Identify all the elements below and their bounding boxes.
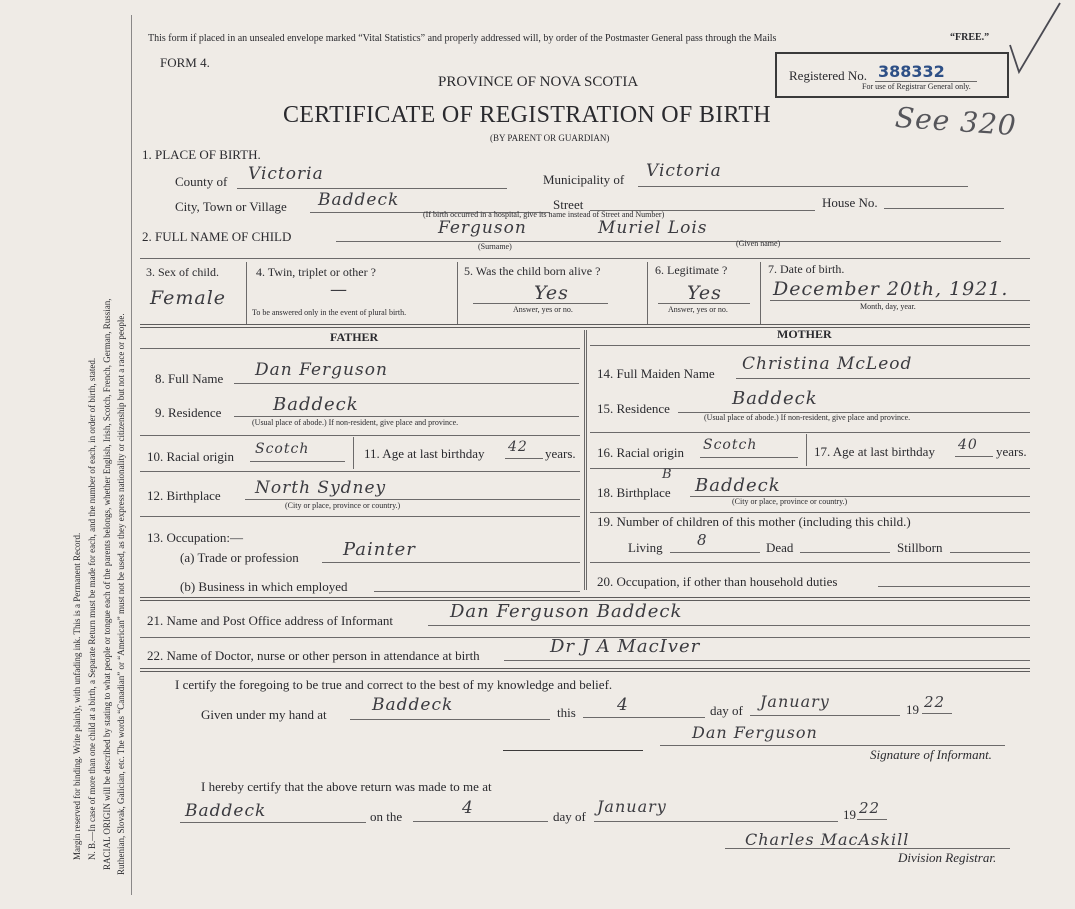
mother-heading-rule: [590, 345, 1030, 346]
father-residence-line: [234, 416, 579, 417]
father-racial-label: 10. Racial origin: [147, 449, 235, 464]
child-name-line: [336, 241, 1001, 242]
mother-rule-3: [590, 512, 1030, 513]
registrar-place-line: [180, 822, 366, 823]
sex-label: 3. Sex of child.: [146, 265, 219, 279]
registrar-year-prefix: 19: [843, 807, 856, 822]
registrar-day-line: [413, 821, 548, 822]
given-month-line: [750, 715, 900, 716]
given-day-line: [583, 717, 705, 718]
mother-age-line: [955, 456, 993, 457]
registrar-signature-line: [725, 848, 1010, 849]
registrar-day-of-label: day of: [553, 809, 586, 824]
stillborn-label: Stillborn: [897, 540, 943, 555]
father-age-unit: years.: [545, 446, 576, 461]
mother-age-unit: years.: [996, 444, 1027, 459]
parents-divider: [584, 330, 587, 590]
mother-heading: MOTHER: [777, 327, 832, 341]
registrar-signature: Charles MacAskill: [745, 830, 910, 849]
given-year-line: [922, 713, 952, 714]
mother-children-label: 19. Number of children of this mother (including this child.): [597, 514, 911, 529]
father-rule-3: [140, 516, 580, 517]
father-birthplace-label: 12. Birthplace: [147, 488, 221, 503]
father-age-line: [505, 458, 543, 459]
house-number-label: House No.: [822, 195, 878, 210]
mother-residence-value: Baddeck: [732, 388, 818, 409]
legitimate-note: Answer, yes or no.: [668, 305, 728, 314]
father-name-label: 8. Full Name: [155, 371, 224, 386]
father-business-line: [374, 591, 580, 592]
registrar-statement: I hereby certify that the above return was made to me at: [201, 779, 492, 794]
county-value: Victoria: [248, 164, 324, 184]
mother-birthplace-note: (City or place, province or country.): [732, 497, 848, 506]
father-trade-line: [322, 562, 580, 563]
child-given-names: Muriel Lois: [598, 218, 708, 238]
father-residence-value: Baddeck: [273, 394, 359, 415]
registrar-use-note: For use of Registrar General only.: [862, 82, 971, 91]
doctor-value: Dr J A MacIver: [550, 636, 701, 657]
mother-residence-label: 15. Residence: [597, 401, 670, 416]
mailing-notice: This form if placed in an unsealed envelope marked “Vital Statistics” and properly addressed will, by order of the Postmaster General pass through the Mails: [148, 33, 777, 44]
informant-signature-label: Signature of Informant.: [870, 747, 992, 762]
mother-racial-divider: [806, 434, 807, 466]
row-top-rule: [140, 258, 1030, 259]
father-age-value: 42: [508, 439, 528, 455]
registrar-year-value: 22: [859, 799, 881, 817]
street-label: Street: [553, 197, 584, 212]
place-of-birth-label: 1. PLACE OF BIRTH.: [142, 147, 261, 162]
row-divider-3: [647, 262, 648, 324]
mother-residence-note: (Usual place of abode.) If non-resident, give place and province.: [704, 413, 911, 422]
dead-line: [800, 552, 890, 553]
mother-name-value: Christina McLeod: [742, 354, 913, 374]
mother-birthplace-label: 18. Birthplace: [597, 485, 671, 500]
mother-birthplace-prefix: B: [662, 467, 673, 482]
certification-top-rule: [140, 668, 1030, 672]
living-line: [670, 552, 760, 553]
father-trade-label: (a) Trade or profession: [180, 550, 299, 565]
margin-note-racial-origin-cont: Ruthenian, Slovak, Galician, etc. The words “Canadian” or “American” must not be used, as they express nationality or citizenship but not a race or people.: [116, 313, 126, 875]
father-racial-divider: [353, 437, 354, 469]
father-heading: FATHER: [330, 330, 379, 344]
registrar-month-line: [594, 821, 838, 822]
child-name-label: 2. FULL NAME OF CHILD: [142, 229, 292, 244]
mother-racial-label: 16. Racial origin: [597, 445, 685, 460]
born-alive-note: Answer, yes or no.: [513, 305, 573, 314]
certification-statement: I certify the foregoing to be true and correct to the best of my knowledge and belief.: [175, 677, 613, 692]
mother-racial-value: Scotch: [703, 437, 758, 453]
father-racial-line: [250, 461, 345, 462]
born-alive-label: 5. Was the child born alive ?: [464, 264, 601, 278]
dob-line: [770, 300, 1030, 301]
registrar-title: Division Registrar.: [898, 850, 997, 865]
margin-note-binding: Margin reserved for binding. Write plainly, with unfading ink. This is a Permanent Record.: [72, 532, 82, 860]
informant-signature-line: [660, 745, 1005, 746]
city-value: Baddeck: [318, 190, 400, 210]
surname-note: (Surname): [478, 242, 512, 251]
registered-number: 388332: [878, 62, 945, 81]
province-heading: PROVINCE OF NOVA SCOTIA: [438, 74, 639, 90]
margin-note-racial-origin: RACIAL ORIGIN will be described by stating to what people or tongue each of the parents belongs, whether English, Irish, Scotch, French, German, Russian,: [102, 298, 112, 870]
margin-rule: [131, 15, 132, 895]
given-place-line: [350, 719, 550, 720]
stillborn-line: [950, 552, 1030, 553]
mother-occupation-line: [878, 586, 1030, 587]
informant-line: [428, 625, 1030, 626]
mother-rule-4: [590, 562, 1030, 563]
registrar-year-line: [857, 819, 887, 820]
dob-label: 7. Date of birth.: [768, 262, 845, 276]
given-year-value: 22: [924, 693, 946, 711]
mother-occupation-label: 20. Occupation, if other than household duties: [597, 574, 838, 589]
father-racial-value: Scotch: [255, 441, 310, 457]
living-value: 8: [697, 531, 708, 549]
twin-note: To be answered only in the event of plural birth.: [252, 308, 407, 317]
doctor-label: 22. Name of Doctor, nurse or other person in attendance at birth: [147, 648, 480, 663]
informant-signature-rule: [503, 750, 643, 751]
registrar-day-value: 4: [462, 798, 474, 818]
father-name-line: [234, 383, 579, 384]
father-heading-rule: [140, 348, 580, 349]
father-residence-label: 9. Residence: [155, 405, 222, 420]
given-day-value: 4: [617, 695, 629, 715]
this-label: this: [557, 705, 576, 720]
given-under-label: Given under my hand at: [201, 707, 327, 722]
father-rule-1: [140, 435, 580, 436]
given-place-value: Baddeck: [372, 695, 454, 715]
mother-age-value: 40: [958, 437, 978, 453]
city-label: City, Town or Village: [175, 199, 287, 214]
mother-name-line: [736, 378, 1030, 379]
row-divider-4: [760, 262, 761, 324]
father-rule-2: [140, 471, 580, 472]
dob-note: Month, day, year.: [860, 302, 916, 311]
hospital-note: (If birth occurred in a hospital, give its name instead of Street and Number): [423, 210, 665, 219]
mother-rule-1: [590, 432, 1030, 433]
margin-note-multiple-births: N. B.—In case of more than one child at a birth, a Separate Return must be made for each, and the number of each, in order of birth, stated.: [87, 357, 97, 860]
mailing-notice-free: “FREE.”: [950, 32, 990, 43]
given-year-prefix: 19: [906, 702, 919, 717]
twin-label: 4. Twin, triplet or other ?: [256, 265, 376, 279]
dead-label: Dead: [766, 540, 794, 555]
father-birthplace-note: (City or place, province or country.): [285, 501, 401, 510]
registered-label: Registered No.: [789, 68, 867, 83]
day-of-label: day of: [710, 703, 743, 718]
on-the-label: on the: [370, 809, 403, 824]
certificate-subtitle: (BY PARENT OR GUARDIAN): [490, 133, 610, 143]
informant-label: 21. Name and Post Office address of Informant: [147, 613, 393, 628]
dob-value: December 20th, 1921.: [773, 278, 1009, 300]
mother-name-label: 14. Full Maiden Name: [597, 366, 715, 381]
doctor-line: [504, 660, 1030, 661]
mother-racial-line: [700, 457, 798, 458]
father-birthplace-line: [245, 499, 580, 500]
father-trade-value: Painter: [343, 539, 416, 560]
county-line: [237, 188, 507, 189]
municipality-line: [638, 186, 968, 187]
mother-age-label: 17. Age at last birthday: [814, 444, 935, 459]
twin-value: —: [330, 280, 348, 300]
legitimate-label: 6. Legitimate ?: [655, 263, 728, 277]
living-label: Living: [628, 540, 663, 555]
margin-annotation: See 320: [894, 100, 1018, 143]
father-residence-note: (Usual place of abode.) If non-resident, give place and province.: [252, 418, 459, 427]
father-business-label: (b) Business in which employed: [180, 579, 348, 594]
sex-value: Female: [150, 287, 227, 309]
father-age-label: 11. Age at last birthday: [364, 446, 485, 461]
row-divider-2: [457, 262, 458, 324]
parents-top-rule: [140, 324, 1030, 328]
father-occupation-label: 13. Occupation:—: [147, 530, 244, 545]
given-name-note: (Given name): [736, 239, 781, 248]
mother-birthplace-value: Baddeck: [695, 475, 781, 496]
father-birthplace-value: North Sydney: [255, 478, 387, 498]
mother-rule-2: [590, 468, 1030, 469]
registrar-month-value: January: [597, 797, 667, 816]
child-surname: Ferguson: [438, 218, 527, 238]
check-mark-icon: [1005, 0, 1065, 80]
row-divider-1: [246, 262, 247, 324]
county-label: County of: [175, 174, 228, 189]
informant-signature: Dan Ferguson: [692, 723, 818, 742]
legitimate-value: Yes: [687, 282, 722, 304]
municipality-label: Municipality of: [543, 172, 625, 187]
informant-value: Dan Ferguson Baddeck: [450, 601, 683, 622]
registrar-place-value: Baddeck: [185, 801, 267, 821]
given-month-value: January: [760, 692, 830, 711]
certificate-title: CERTIFICATE OF REGISTRATION OF BIRTH: [283, 102, 771, 128]
born-alive-value: Yes: [534, 282, 569, 304]
house-number-line: [884, 208, 1004, 209]
form-number: FORM 4.: [160, 55, 210, 70]
father-name-value: Dan Ferguson: [255, 360, 388, 380]
municipality-value: Victoria: [646, 161, 722, 181]
